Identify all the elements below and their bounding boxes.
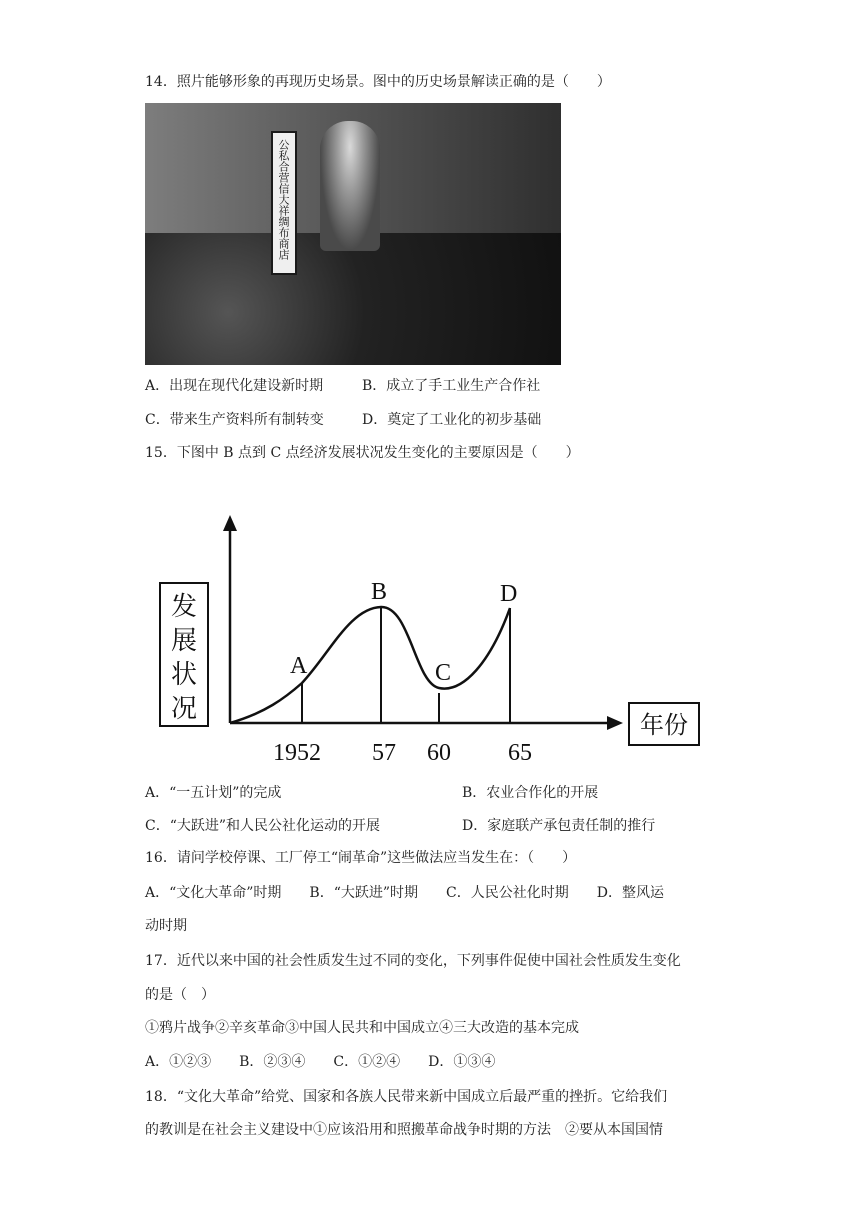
photo-person: [320, 121, 380, 251]
ylabel-char: 状: [170, 660, 198, 690]
q14-option-d: D．奠定了工业化的初步基础: [362, 412, 542, 428]
q15-option-b: B．农业合作化的开展: [462, 785, 599, 801]
x-tick-1952: 1952: [273, 740, 321, 765]
q15-option-a: A．“一五计划”的完成: [145, 785, 282, 801]
point-label-c: C: [435, 660, 452, 686]
development-chart: [145, 513, 715, 765]
point-label-a: A: [290, 653, 308, 679]
point-label-b: B: [371, 579, 388, 605]
q15-stem: 15．下图中 B 点到 C 点经济发展状况发生变化的主要原因是（ ）: [145, 445, 580, 461]
ylabel-char: 展: [170, 626, 198, 656]
ylabel-char: 发: [170, 592, 198, 622]
x-tick-60: 60: [427, 740, 451, 765]
xlabel-text: 年份: [640, 711, 688, 739]
x-tick-57: 57: [372, 740, 396, 765]
q15-option-c: C．“大跃进”和人民公社化运动的开展: [145, 818, 381, 834]
q16-options-cont: 动时期: [145, 918, 187, 934]
q16-options: A．“文化大革命”时期 B．“大跃进”时期 C．人民公社化时期 D．整风运: [145, 885, 664, 901]
x-tick-65: 65: [508, 740, 532, 765]
q18-stem-cont: 的教训是在社会主义建设中①应该沿用和照搬革命战争时期的方法 ②要从本国国情: [145, 1122, 663, 1138]
q17-stem: 17．近代以来中国的社会性质发生过不同的变化，下列事件促使中国社会性质发生变化: [145, 953, 681, 969]
q17-items: ①鸦片战争②辛亥革命③中国人民共和中国成立④三大改造的基本完成: [145, 1020, 579, 1036]
q14-option-a: A．出现在现代化建设新时期: [145, 378, 324, 394]
q17-stem-cont: 的是（ ）: [145, 987, 215, 1003]
photo-sign-text: 公私合营信大祥绸布商店: [277, 139, 290, 260]
q14-option-c: C．带来生产资料所有制转变: [145, 412, 324, 428]
q16-stem: 16．请问学校停课、工厂停工“闹革命”这些做法应当发生在：（ ）: [145, 850, 577, 866]
q14-stem: 14．照片能够形象的再现历史场景。图中的历史场景解读正确的是（ ）: [145, 74, 611, 90]
photo-crowd: [145, 233, 561, 365]
point-label-d: D: [500, 581, 518, 607]
q14-option-b: B．成立了手工业生产合作社: [362, 378, 541, 394]
q18-stem: 18．“文化大革命”给党、国家和各族人民带来新中国成立后最严重的挫折。它给我们: [145, 1089, 668, 1105]
q17-options: A．①②③ B．②③④ C．①②④ D．①③④: [145, 1054, 496, 1070]
q15-option-d: D．家庭联产承包责任制的推行: [462, 818, 656, 834]
ylabel-char: 况: [170, 694, 198, 724]
historical-photo: [145, 103, 561, 365]
